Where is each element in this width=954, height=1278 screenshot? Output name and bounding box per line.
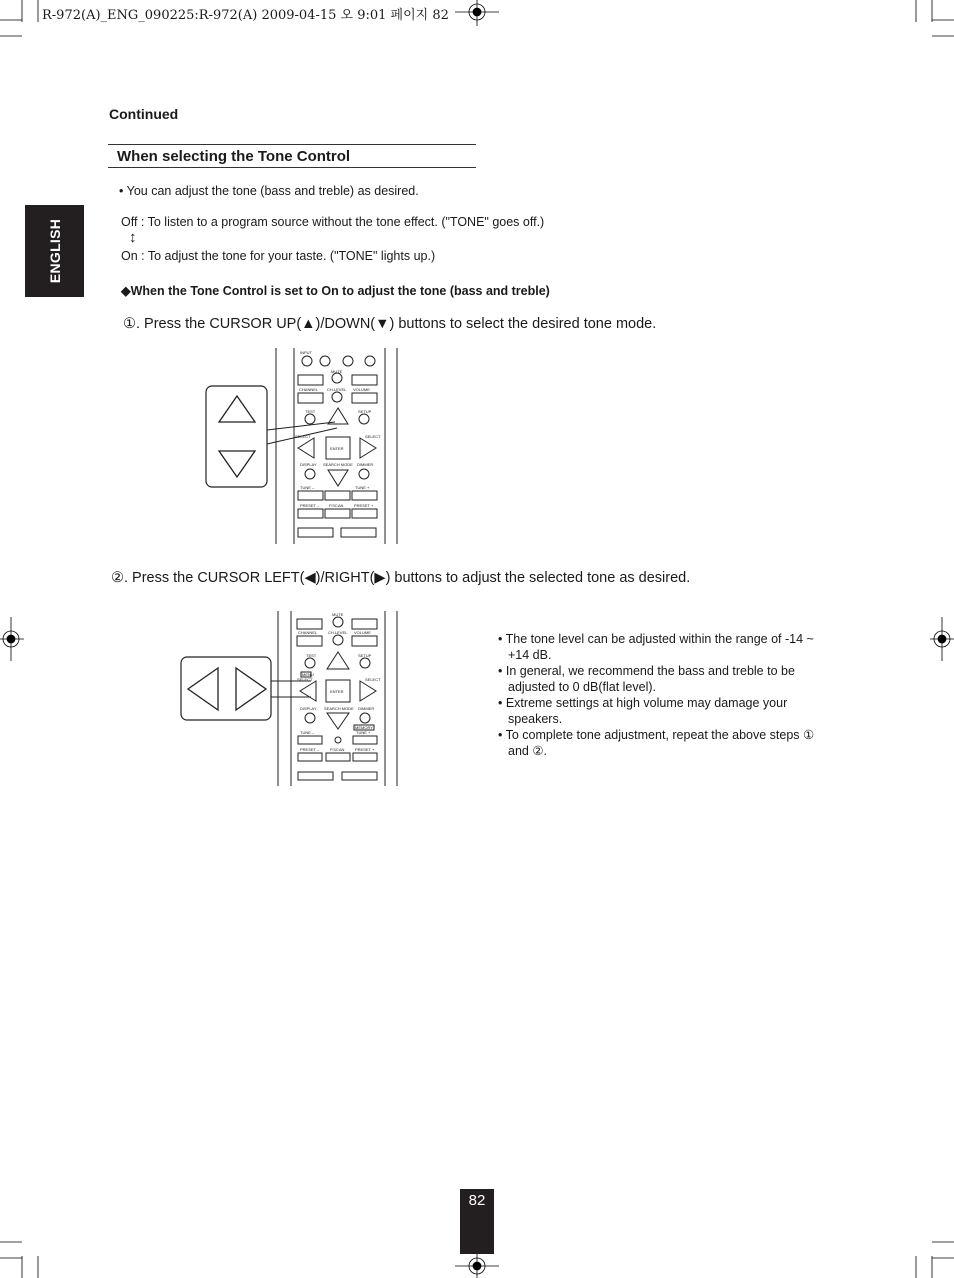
label-channel: CHANNEL xyxy=(299,387,319,392)
step-one: ①. Press the CURSOR UP(▲)/DOWN(▼) buttons to select the desired tone mode. xyxy=(123,316,657,332)
continued-label: Continued xyxy=(109,106,179,122)
note-item: • In general, we recommend the bass and treble to be adjusted to 0 dB(flat level). xyxy=(498,664,795,694)
label-setup: SETUP xyxy=(358,409,372,414)
label-ch-level-2: CH.LEVEL xyxy=(328,630,348,635)
label-dimmer: DIMMER xyxy=(357,462,374,467)
label-test: TEST xyxy=(305,409,316,414)
intro-bullet: • You can adjust the tone (bass and treble) as desired. xyxy=(119,184,419,198)
label-p-scan-2: P.SCAN xyxy=(330,747,345,752)
toggle-arrow-icon: ↕ xyxy=(129,229,137,246)
label-display: DISPLAY xyxy=(300,462,317,467)
label-mute: MUTE xyxy=(331,369,343,374)
on-description: On : To adjust the tone for your taste. ("TONE" lights up.) xyxy=(121,249,436,263)
label-preset-plus-2: PRESET + xyxy=(355,747,375,752)
remote-diagram-up-down xyxy=(203,348,403,546)
tone-notes xyxy=(498,631,838,759)
remote-diagram-left-right xyxy=(178,611,403,787)
file-header: R-972(A)_ENG_090225:R-972(A) 2009-04-15 오 9:01 페이지 82 xyxy=(42,8,449,23)
language-tab-label: ENGLISH xyxy=(46,218,63,284)
label-preset-minus-2: PRESET – xyxy=(300,747,320,752)
label-select-right-2: SELECT xyxy=(365,677,381,682)
label-input: INPUT xyxy=(300,350,312,355)
label-setup-2: SETUP xyxy=(358,653,372,658)
label-tune-plus: TUNE + xyxy=(355,485,370,490)
label-preset-plus: PRESET + xyxy=(354,503,374,508)
note-item: • To complete tone adjustment, repeat the above steps ① and ②. xyxy=(498,728,815,758)
label-memory-2: MEMORY xyxy=(355,725,373,730)
label-mute-2: MUTE xyxy=(332,612,344,617)
label-preset-minus: PRESET – xyxy=(300,503,320,508)
label-tune-minus: TUNE – xyxy=(300,485,315,490)
step-two: ②. Press the CURSOR LEFT(◀)/RIGHT(▶) buttons to adjust the selected tone as desired. xyxy=(111,570,691,586)
label-tune-minus-2: TUNE – xyxy=(300,730,315,735)
label-volume: VOLUME xyxy=(353,387,370,392)
label-dimmer-2: DIMMER xyxy=(358,706,375,711)
label-menu-2: MENU xyxy=(302,672,314,677)
language-tab xyxy=(25,205,84,297)
registration-target-top xyxy=(455,0,499,26)
note-item: • The tone level can be adjusted within the range of -14 ~ +14 dB. xyxy=(498,632,814,662)
label-select-right: SELECT xyxy=(365,434,381,439)
label-select-left: SELECT xyxy=(295,434,311,439)
label-volume-2: VOLUME xyxy=(354,630,371,635)
note-item: • Extreme settings at high volume may damage your speakers. xyxy=(498,696,788,726)
label-channel-2: CHANNEL xyxy=(298,630,318,635)
label-search-mode: SEARCH MODE xyxy=(323,462,353,467)
label-ch-level: CH.LEVEL xyxy=(327,387,347,392)
label-tune-plus-2: TUNE + xyxy=(356,730,371,735)
label-p-scan: P.SCAN xyxy=(329,503,344,508)
off-description: Off : To listen to a program source without the tone effect. ("TONE" goes off.) xyxy=(121,215,545,229)
label-display-2: DISPLAY xyxy=(300,706,317,711)
label-search-mode-2: SEARCH MODE xyxy=(324,706,354,711)
label-test-2: TEST xyxy=(306,653,317,658)
label-enter: ENTER xyxy=(330,446,344,451)
tone-subheading: ◆When the Tone Control is set to On to adjust the tone (bass and treble) xyxy=(121,284,550,298)
label-select-left-2: SELECT xyxy=(297,677,313,682)
label-enter-2: ENTER xyxy=(330,689,344,694)
page-number: 82 xyxy=(460,1189,494,1254)
section-title: When selecting the Tone Control xyxy=(108,144,476,168)
